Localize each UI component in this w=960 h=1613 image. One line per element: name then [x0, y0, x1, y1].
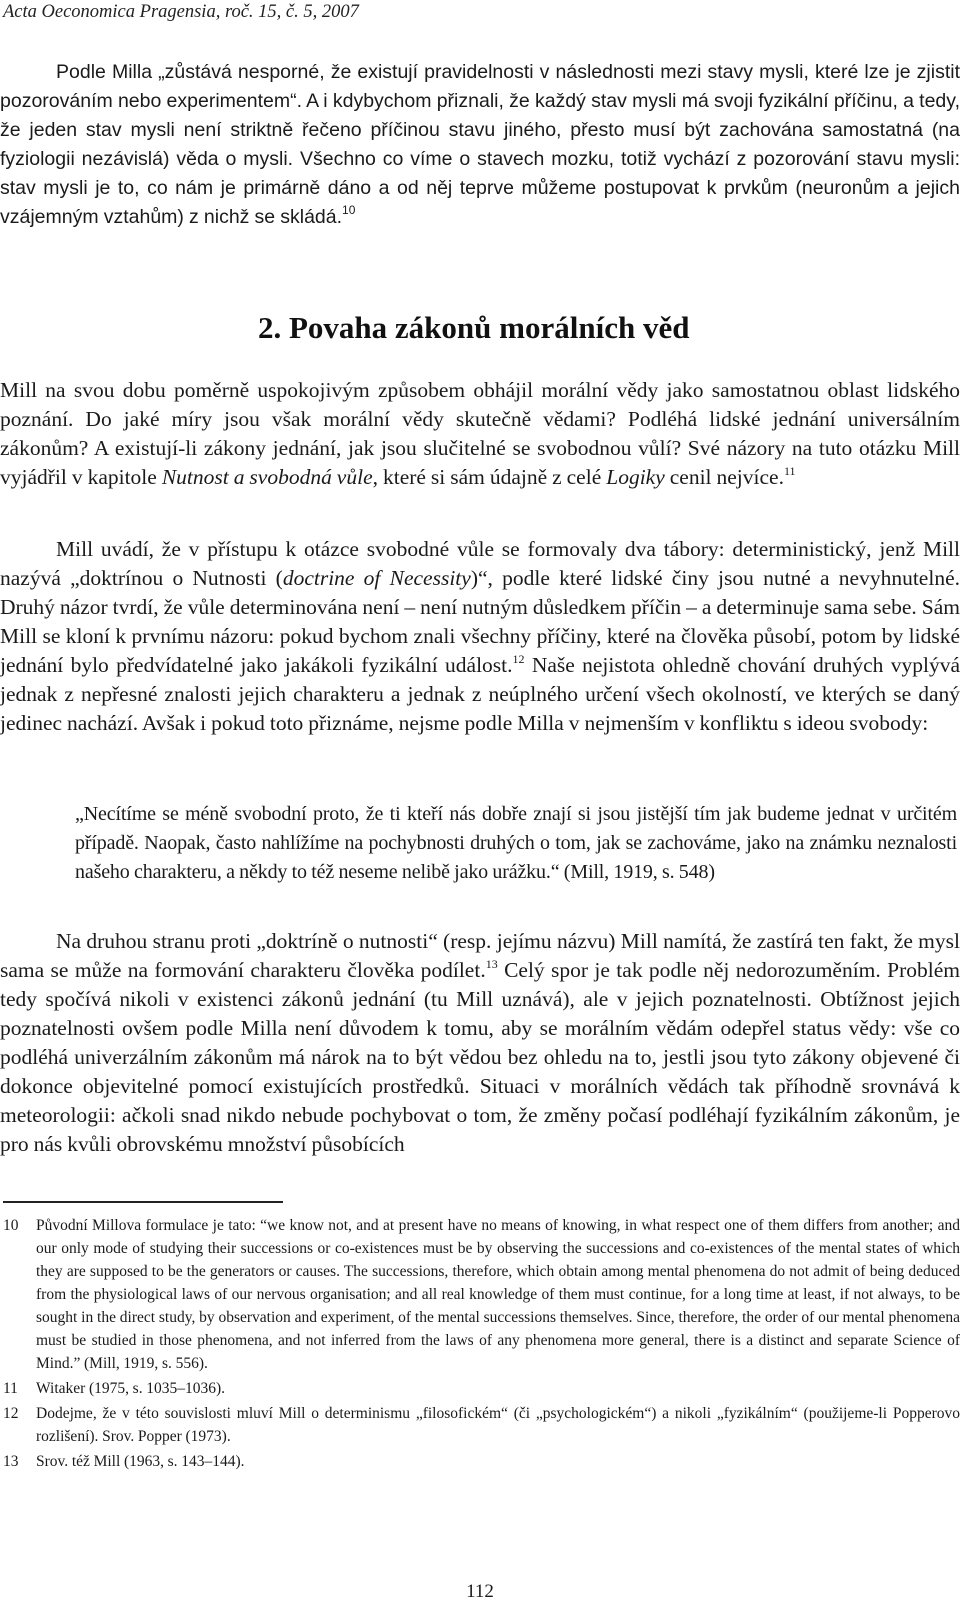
paragraph-text: Podle Milla „zůstává nesporné, že existují pravidelnosti v následnosti mezi stavy mysli, které lze je zjistit pozorováním nebo experimentem“. A i kdybychom přiznali, že každý stav mysli má svoji fyzikální příčinu, a tedy, že jeden stav mysli není striktně řečeno příčinou stavu jiného, přesto musí být zachována samostatná (na fyziologii nezávislá) věda o mysli. Všechno co víme o stavech mozku, totiž vychází z pozorování stavu mysli: stav mysli je to, co nám je primárně dáno a od něj teprve můžeme postupovat k prvkům (neuronům a jejich vzájemným vztahům) z nichž se skládá. [0, 61, 960, 228]
paragraph-text: Naše nejistota ohledně chování druhých vyplývá jednak z nepřesné znalosti jejich charakteru a jednak z neúplného určení všech okolností, ve kterých se daný jedinec nachází. Avšak i pokud toto přiznáme, nejsme podle Milla v nejmenším v konfliktu s ideou svobody: [0, 653, 960, 735]
footnote-13 [0, 1450, 960, 1473]
footnote-10 [0, 1214, 960, 1375]
footnote-text: Původní Millova formulace je tato: “we know not, and at present have no means of knowing, in what respect one of them differs from another; and our only mode of studying their successions or co-existences must be by observing the successions and co-existences of the mental states of which they are supposed to be the generators or causes. The successions, therefore, which obtain among mental phenomena do not admit of being deduced from the physiological laws of our nervous organisation; and all real knowledge of them must continue, for a long time at least, if not always, to be sought in the direct study, by observation and experiment, of the mental successions themselves. Since, therefore, the order of our mental phenomena must be studied in those phenomena, and not inferred from the laws of any phenomena more general, there is a distinct and separate Science of Mind.” (Mill, 1919, s. 556). [36, 1217, 960, 1372]
chapter-title: Nutnost a svobodná vůle [161, 465, 373, 489]
paragraph-free-will [0, 535, 960, 738]
doctrine-term: doctrine of Necessity [282, 566, 471, 590]
footnote-11 [0, 1377, 960, 1400]
footnote-text: Dodejme, že v této souvislosti mluví Mill o determinismu „filosofickém“ (či „psychologickém“) a nikoli „fyzikálním“ (použijeme-li Popperovo rozlišení). Srov. Popper (1973). [36, 1405, 960, 1445]
footnote-number: 12 [3, 1405, 19, 1422]
paragraph-text: cenil nejvíce. [664, 465, 784, 489]
section-heading: 2. Povaha zákonů morálních věd [258, 310, 690, 345]
paragraph-text: Na druhou stranu proti „doktríně o nutnosti“ (resp. jejímu názvu) Mill namítá, že zastírá ten fakt, že mysl sama se může na formování charakteru člověka podílet. [0, 929, 960, 982]
footnote-ref-11[interactable]: 11 [783, 464, 796, 478]
paragraph-necessity [0, 927, 960, 1159]
page-number: 112 [466, 1581, 494, 1602]
footnote-text: Srov. též Mill (1963, s. 143–144). [36, 1453, 245, 1470]
footnote-ref-13[interactable]: 13 [485, 957, 498, 971]
paragraph-mill-mind [0, 58, 960, 232]
book-title: Logiky [606, 465, 665, 489]
footnote-ref-12[interactable]: 12 [512, 652, 525, 666]
quote-text: „Necítíme se méně svobodní proto, že ti kteří nás dobře znají si jsou jistější tím jak budeme jednat v určitém případě. Naopak, často nahlížíme na pochybnosti druhých o tom, jak se zachováme, jako na známku neznalosti našeho charakteru, a někdy to též neseme nelibě jako urážku.“ (Mill, 1919, s. 548) [75, 803, 957, 883]
paragraph-text: , které si sám údajně z celé [372, 465, 607, 489]
journal-header: Acta Oeconomica Pragensia, roč. 15, č. 5, 2007 [3, 2, 359, 22]
footnote-number: 11 [3, 1380, 18, 1397]
paragraph-text: Mill uvádí, že v přístupu k otázce svobodné vůle se formovaly dva tábory: deterministický, jenž Mill nazývá „doktrínou o Nutnosti ( [0, 537, 960, 590]
paragraph-text: Celý spor je tak podle něj nedorozuměním. Problém tedy spočívá nikoli v existenci zákonů jednání (tu Mill uznává), ale v jejich poznatelnosti. Obtížnost jejich poznatelnosti ovšem podle Milla není důvodem k tomu, aby se morálním vědám odepřel status vědy: vše co podléhá univerzálním zákonům má nárok na to být vědou bez ohledu na to, jestli jsou tyto zákony objevené či dokonce objevitelné pomocí existujících prostředků. Situaci v morálních vědách tak příhodně srovnává k meteorologii: ačkoli snad nikdo nebude pochybovat o tom, že změny počasí podléhají fyzikálním zákonům, je pro nás kvůli obrovskému množství působících [0, 958, 960, 1156]
footnote-ref-10[interactable]: 10 [342, 203, 356, 217]
footnote-text: Witaker (1975, s. 1035–1036). [36, 1380, 226, 1397]
paragraph-text: )“, podle které lidské činy jsou nutné a nevyhnutelné. Druhý názor tvrdí, že vůle determinována není – není nutným důsledkem příčin – a determinuje sama sebe. Sám Mill se kloní k prvnímu názoru: pokud bychom znali všechny příčiny, které na člověka působí, potom by lidské jednání bylo předvídatelné jako jakákoli fyzikální událost. [0, 566, 960, 677]
footnote-divider [3, 1201, 283, 1203]
block-quote [75, 800, 957, 887]
footnote-number: 13 [3, 1453, 19, 1470]
paragraph-moral-sciences [0, 376, 960, 492]
footnote-12 [0, 1402, 960, 1448]
footnotes [0, 1214, 960, 1475]
footnote-number: 10 [3, 1217, 19, 1234]
paragraph-text: Mill na svou dobu poměrně uspokojivým způsobem obhájil morální vědy jako samostatnou oblast lidského poznání. Do jaké míry jsou však morální vědy skutečně vědami? Podléhá lidské jednání universálním zákonům? A existují-li zákony jednání, jak jsou slučitelné se svobodnou vůlí? Své názory na tuto otázku Mill vyjádřil v kapitole [0, 378, 960, 489]
